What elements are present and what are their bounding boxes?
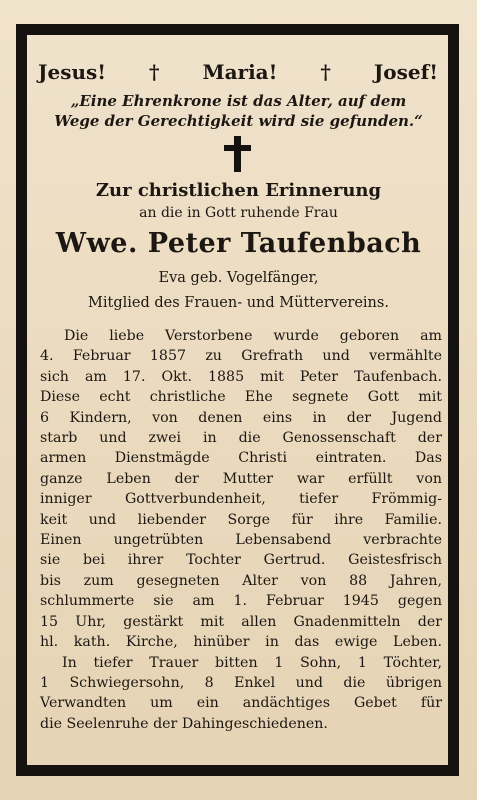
- obituary-line: Einen ungetrübten Lebensabend verbrachte: [40, 532, 442, 549]
- birth-name: Eva geb. Vogelfänger,: [158, 270, 319, 286]
- obituary-line: 15 Uhr, gestärkt mit allen Gnadenmitteln der: [40, 613, 442, 630]
- obituary-line: sich am 17. Okt. 1885 mit Peter Taufenbach.: [40, 368, 442, 385]
- obituary-line: Diese echt christliche Ehe segnete Gott mit: [40, 389, 442, 406]
- remembrance-subheading: an die in Gott ruhende Frau: [139, 205, 338, 221]
- membership-line: Mitglied des Frauen- und Müttervereins.: [88, 295, 389, 311]
- obituary-line: hl. kath. Kirche, hinüber in das ewige Leben.: [40, 634, 442, 651]
- quote-line-1: „Eine Ehrenkrone ist das Alter, auf dem: [70, 92, 407, 110]
- obituary-line: In tiefer Trauer bitten 1 Sohn, 1 Töchter,: [62, 654, 442, 671]
- obituary-line: ganze Leben der Mutter war erfüllt von: [40, 470, 442, 487]
- deceased-name: Wwe. Peter Taufenbach: [55, 228, 422, 259]
- obituary-text: [40, 326, 442, 734]
- cross-icon: [223, 136, 253, 172]
- obituary-line: keit und liebender Sorge für ihre Familie.: [40, 511, 442, 528]
- obituary-line: die Seelenruhe der Dahingeschiedenen.: [40, 715, 328, 732]
- invocation-jesus: Jesus!: [38, 60, 107, 84]
- obituary-line: 1 Schwiegersohn, 8 Enkel und die übrigen: [40, 674, 442, 691]
- small-cross-right: †: [320, 60, 331, 84]
- obituary-line: Die liebe Verstorbene wurde geboren am: [64, 328, 442, 344]
- card-content: [30, 38, 447, 764]
- invocation-header: [38, 60, 438, 84]
- obituary-line: inniger Gottverbundenheit, tiefer Frömmig-: [40, 491, 442, 508]
- remembrance-heading: Zur christlichen Erinnerung: [95, 180, 382, 201]
- obituary-line: starb und zwei in die Genossenschaft der: [40, 430, 442, 447]
- invocation-maria: Maria!: [202, 60, 278, 84]
- obituary-line: 6 Kindern, von denen eins in der Jugend: [40, 409, 442, 426]
- obituary-line: Verwandten um ein andächtiges Gebet für: [40, 695, 442, 712]
- obituary-line: schlummerte sie am 1. Februar 1945 gegen: [40, 593, 442, 610]
- obituary-line: bis zum gesegneten Alter von 88 Jahren,: [40, 572, 442, 589]
- quote-line-2: Wege der Gerechtigkeit wird sie gefunden.“: [54, 112, 423, 130]
- small-cross-left: †: [149, 60, 160, 84]
- obituary-line: armen Dienstmägde Christi eintraten. Das: [40, 450, 442, 467]
- obituary-line: sie bei ihrer Tochter Gertrud. Geistesfrisch: [40, 552, 442, 569]
- invocation-josef: Josef!: [373, 60, 438, 84]
- obituary-line: 4. Februar 1857 zu Grefrath und vermählte: [40, 348, 442, 365]
